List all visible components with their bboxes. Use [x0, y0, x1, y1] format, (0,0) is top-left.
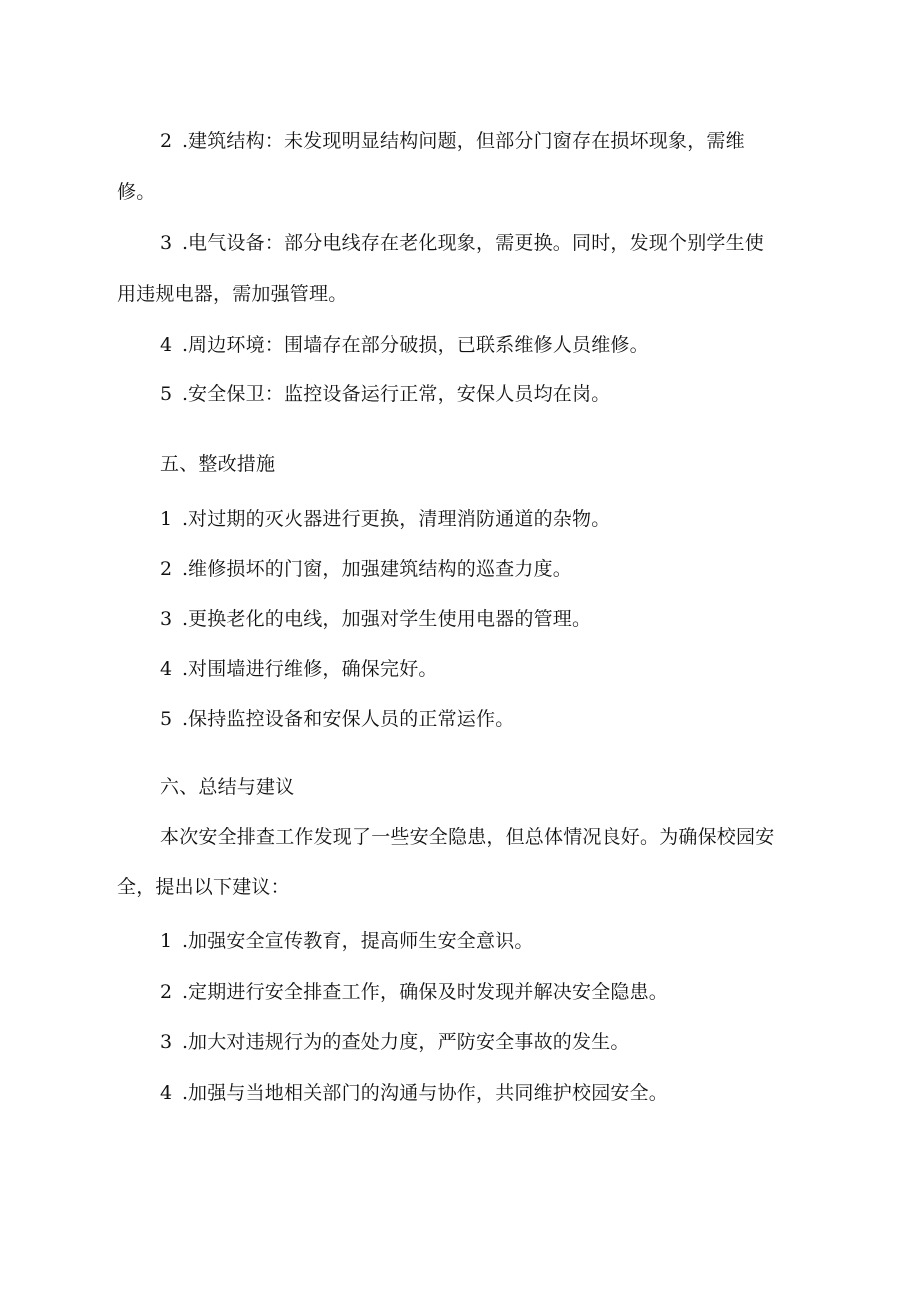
finding-item-5: 5 .安全保卫：监控设备运行正常，安保人员均在岗。 [160, 383, 611, 405]
item-text: 维修损坏的门窗，加强建筑结构的巡查力度。 [188, 558, 573, 580]
item-text: 定期进行安全排查工作，确保及时发现并解决安全隐患。 [188, 981, 669, 1003]
item-number: 3 [160, 608, 173, 630]
item-text: 安全保卫：监控设备运行正常，安保人员均在岗。 [188, 383, 611, 405]
finding-item-4: 4 .周边环境：围墙存在部分破损，已联系维修人员维修。 [160, 334, 649, 356]
item-number: 4 [160, 334, 173, 356]
item-text: 对围墙进行维修，确保完好。 [188, 658, 438, 680]
item-text: 加大对违规行为的查处力度，严防安全事故的发生。 [188, 1031, 630, 1053]
item-number: 4 [160, 1082, 173, 1104]
item-text: 加强安全宣传教育，提高师生安全意识。 [188, 930, 534, 952]
item-number: 5 [160, 708, 173, 730]
item-number: 2 [160, 981, 173, 1003]
item-number: 1 [160, 508, 173, 530]
measure-item-3: 3 .更换老化的电线，加强对学生使用电器的管理。 [160, 608, 592, 630]
item-text: 对过期的灭火器进行更换，清理消防通道的杂物。 [188, 508, 611, 530]
measure-item-5: 5 .保持监控设备和安保人员的正常运作。 [160, 708, 515, 730]
item-text: 建筑结构：未发现明显结构问题，但部分门窗存在损坏现象，需维 [188, 130, 745, 152]
summary-paragraph: 本次安全排查工作发现了一些安全隐患，但总体情况良好。为确保校园安 [160, 826, 775, 848]
section-heading-6: 六、总结与建议 [160, 776, 295, 798]
measure-item-4: 4 .对围墙进行维修，确保完好。 [160, 658, 438, 680]
finding-item-3-continuation: 用违规电器，需加强管理。 [117, 283, 348, 305]
item-number: 5 [160, 383, 173, 405]
measure-item-1: 1 .对过期的灭火器进行更换，清理消防通道的杂物。 [160, 508, 611, 530]
item-number: 2 [160, 558, 173, 580]
section-heading-5: 五、整改措施 [160, 453, 276, 475]
item-text: 保持监控设备和安保人员的正常运作。 [188, 708, 515, 730]
suggestion-item-3: 3 .加大对违规行为的查处力度，严防安全事故的发生。 [160, 1031, 630, 1053]
finding-item-2-continuation: 修。 [117, 181, 156, 203]
item-text: 周边环境：围墙存在部分破损，已联系维修人员维修。 [188, 334, 649, 356]
finding-item-3: 3 .电气设备：部分电线存在老化现象，需更换。同时，发现个别学生使 [160, 232, 765, 254]
item-text: 更换老化的电线，加强对学生使用电器的管理。 [188, 608, 592, 630]
measure-item-2: 2 .维修损坏的门窗，加强建筑结构的巡查力度。 [160, 558, 573, 580]
item-number: 3 [160, 1031, 173, 1053]
suggestion-item-1: 1 .加强安全宣传教育，提高师生安全意识。 [160, 930, 534, 952]
suggestion-item-2: 2 .定期进行安全排查工作，确保及时发现并解决安全隐患。 [160, 981, 669, 1003]
finding-item-2: 2 .建筑结构：未发现明显结构问题，但部分门窗存在损坏现象，需维 [160, 130, 745, 152]
item-number: 3 [160, 232, 173, 254]
item-number: 1 [160, 930, 173, 952]
item-text: 电气设备：部分电线存在老化现象，需更换。同时，发现个别学生使 [188, 232, 765, 254]
summary-paragraph-continuation: 全，提出以下建议： [117, 876, 290, 898]
item-number: 2 [160, 130, 173, 152]
suggestion-item-4: 4 .加强与当地相关部门的沟通与协作，共同维护校园安全。 [160, 1082, 669, 1104]
item-number: 4 [160, 658, 173, 680]
item-text: 加强与当地相关部门的沟通与协作，共同维护校园安全。 [188, 1082, 669, 1104]
